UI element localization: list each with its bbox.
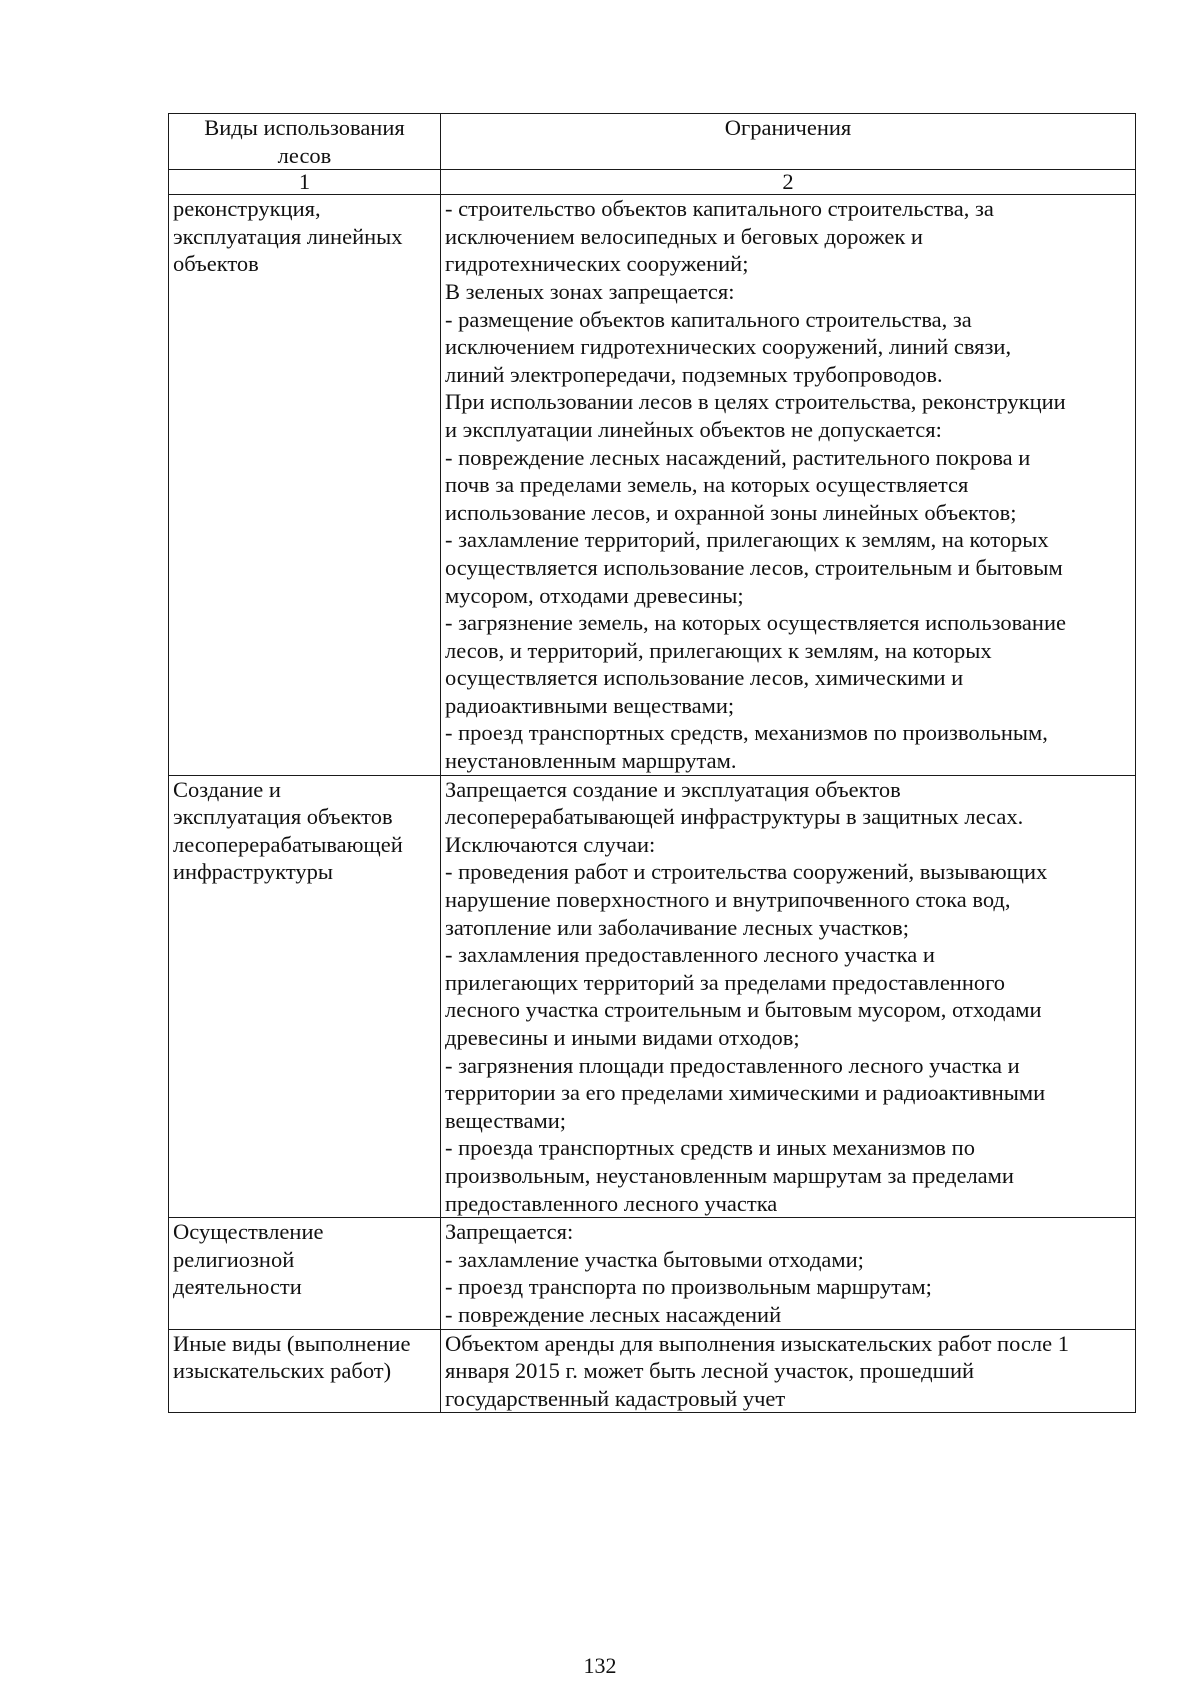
restriction-line: - захламления предоставленного лесного участка и xyxy=(445,942,935,968)
restriction-line: - загрязнение земель, на которых осуществляется использование xyxy=(445,610,1066,636)
forest-use-line: деятельности xyxy=(173,1274,302,1300)
restriction-line: произвольным, неустановленным маршрутам за пределами xyxy=(445,1162,1014,1188)
restriction-line: января 2015 г. может быть лесной участок, прошедший xyxy=(445,1358,975,1384)
header-row xyxy=(169,114,1136,170)
restriction-line: Исключаются случаи: xyxy=(445,831,656,857)
column-number-1: 1 xyxy=(169,170,441,195)
restriction-line: древесины и иными видами отходов; xyxy=(445,1025,800,1050)
restriction-line: государственный кадастровый учет xyxy=(445,1385,786,1411)
forest-use-line: реконструкция, xyxy=(173,196,321,222)
restriction-line: линий электропередачи, подземных трубопроводов. xyxy=(445,361,943,387)
restriction-line: территории за его пределами химическими и радиоактивными xyxy=(445,1080,1046,1106)
restriction-line: лесного участка строительным и бытовым мусором, отходами xyxy=(445,997,1042,1023)
table-row xyxy=(169,1218,1136,1329)
restriction-line: прилегающих территорий за пределами предоставленного xyxy=(445,969,1006,995)
restriction-line: - захламление территорий, прилегающих к землям, на которых xyxy=(445,527,1049,553)
forest-use-line: инфраструктуры xyxy=(173,859,333,885)
restriction-line: исключением велосипедных и беговых дорожек и xyxy=(445,223,923,249)
header-forest-use-line: Виды использования xyxy=(204,115,405,140)
table-row xyxy=(169,1329,1136,1413)
restriction-line: - проезд транспортных средств, механизмов по произвольным, xyxy=(445,720,1048,746)
restriction-line: осуществляется использование лесов, химическими и xyxy=(445,665,964,691)
restriction-line: радиоактивными веществами; xyxy=(445,692,735,718)
restriction-line: - размещение объектов капитального строительства, за xyxy=(445,306,972,332)
restriction-line: - строительство объектов капитального строительства, за xyxy=(445,196,994,222)
restriction-line: Запрещается создание и эксплуатация объектов xyxy=(445,776,901,802)
restriction-line: использование лесов, и охранной зоны линейных объектов; xyxy=(445,499,1017,525)
restriction-line: затопление или заболачивание лесных участков; xyxy=(445,914,909,940)
restriction-line: гидротехнических сооружений; xyxy=(445,251,749,277)
column-number-2: 2 xyxy=(441,170,1136,195)
restrictions-cell xyxy=(441,1329,1136,1413)
forest-use-cell xyxy=(169,1329,441,1413)
restriction-line: Объектом аренды для выполнения изыскательских работ после 1 xyxy=(445,1330,1069,1356)
restriction-line: предоставленного лесного участка xyxy=(445,1190,778,1216)
restriction-line: - повреждение лесных насаждений, растительного покрова и xyxy=(445,444,1031,470)
forest-use-line: Создание и xyxy=(173,776,281,802)
restriction-line: лесоперерабатывающей инфраструктуры в защитных лесах. xyxy=(445,804,1024,830)
restriction-line: - повреждение лесных насаждений xyxy=(445,1301,782,1327)
forest-use-cell xyxy=(169,195,441,775)
forest-use-line: лесоперерабатывающей xyxy=(173,831,403,857)
forest-use-line: Осуществление xyxy=(173,1219,324,1245)
restriction-line: В зеленых зонах запрещается: xyxy=(445,278,735,304)
restrictions-cell xyxy=(441,1218,1136,1329)
restriction-line: - проезда транспортных средств и иных механизмов по xyxy=(445,1135,975,1161)
restriction-line: веществами; xyxy=(445,1107,567,1133)
column-number-row xyxy=(169,170,1136,195)
restriction-line: - проведения работ и строительства сооружений, вызывающих xyxy=(445,859,1048,885)
restriction-line: нарушение поверхностного и внутрипочвенного стока вод, xyxy=(445,887,1011,913)
forest-use-line: объектов xyxy=(173,251,259,277)
restriction-line: - загрязнения площади предоставленного лесного участка и xyxy=(445,1052,1020,1078)
header-forest-use-line: лесов xyxy=(277,142,332,168)
forest-use-line: изыскательских работ) xyxy=(173,1358,392,1384)
restriction-line: неустановленным маршрутам. xyxy=(445,748,737,774)
forest-use-cell xyxy=(169,1218,441,1329)
restrictions-cell xyxy=(441,775,1136,1218)
restriction-line: - захламление участка бытовыми отходами; xyxy=(445,1246,864,1272)
restrictions-table xyxy=(168,113,1136,1413)
table-row xyxy=(169,775,1136,1218)
header-restrictions xyxy=(441,114,1136,170)
header-restrictions-line: Ограничения xyxy=(724,115,852,140)
restriction-line: почв за пределами земель, на которых осуществляется xyxy=(445,472,969,498)
restriction-line: и эксплуатации линейных объектов не допускается: xyxy=(445,416,942,442)
forest-use-line: эксплуатация объектов xyxy=(173,804,393,830)
header-forest-use xyxy=(169,114,441,170)
forest-use-line: религиозной xyxy=(173,1246,295,1272)
restriction-line: Запрещается: xyxy=(445,1219,574,1245)
restriction-line: - проезд транспорта по произвольным маршрутам; xyxy=(445,1274,932,1300)
restriction-line: При использовании лесов в целях строительства, реконструкции xyxy=(445,389,1066,415)
page-number: 132 xyxy=(583,1653,617,1678)
forest-use-line: эксплуатация линейных xyxy=(173,223,403,249)
table-row xyxy=(169,195,1136,775)
forest-use-cell xyxy=(169,775,441,1218)
forest-use-line: Иные виды (выполнение xyxy=(173,1330,411,1356)
restriction-line: осуществляется использование лесов, строительным и бытовым xyxy=(445,554,1063,580)
restriction-line: мусором, отходами древесины; xyxy=(445,582,744,608)
restrictions-cell xyxy=(441,195,1136,775)
restriction-line: исключением гидротехнических сооружений, линий связи, xyxy=(445,334,1012,360)
restriction-line: лесов, и территорий, прилегающих к землям, на которых xyxy=(445,637,992,663)
